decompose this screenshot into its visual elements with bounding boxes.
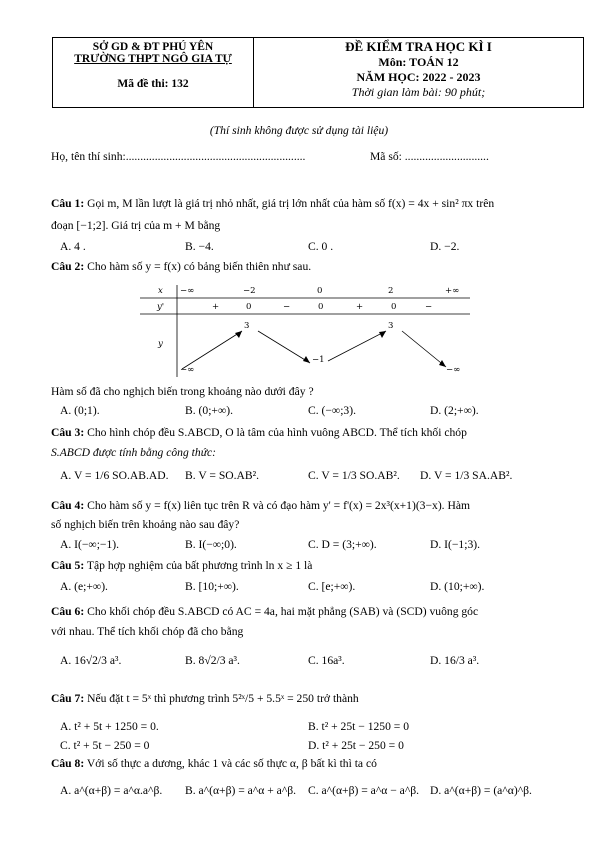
q1-label: Câu 1: [51,197,85,210]
q7-option-a: A. t² + 5t + 1250 = 0. [60,720,159,733]
q8-option-b: B. a^(α+β) = a^α + a^β. [185,784,297,797]
q5-label: Câu 5: [51,559,85,572]
q6-option-d: D. 16/3 a³. [430,654,480,667]
q1-line1 [51,197,494,210]
q1-text-1: Gọi m, M lần lượt là giá trị nhỏ nhất, giá trị lớn nhất của hàm số f(x) = 4x + sin² πx trên [87,197,495,210]
vt-y-0: −∞ [180,365,195,375]
q7-option-b: B. t² + 25t − 1250 = 0 [308,720,410,733]
q5-line [51,559,312,572]
q8-text: Với số thực a dương, khác 1 và các số thực α, β bất kì thì ta có [86,757,377,770]
q4-option-c: C. D = (3;+∞). [308,538,377,551]
q7-text: Nếu đặt t = 5ˣ thì phương trình 5²ˣ/5 + 5.5ˣ = 250 trở thành [87,692,359,705]
vt-x-4: +∞ [445,286,460,296]
variation-table [140,283,470,377]
q6-label: Câu 6: [51,605,85,618]
q1-option-c: C. 0 . [308,240,334,253]
q1-line2: đoạn [−1;2]. Giá trị của m + M bằng [51,219,221,232]
variation-table-lines [140,283,470,377]
q3-option-a: A. V = 1/6 SO.AB.AD. [60,469,169,482]
arrow-down-1 [258,331,310,363]
exam-duration: Thời gian làm bài: 90 phút; [351,85,486,99]
exam-info-block [254,38,583,107]
vt-sign-2: − [283,302,291,312]
q2-text: Cho hàm số y = f(x) có bảng biến thiên như sau. [87,260,312,273]
vt-y-1: 3 [244,321,250,331]
q8-option-a: A. a^(α+β) = a^α.a^β. [60,784,163,797]
q1-option-d: D. −2. [430,240,460,253]
q4-line2: số nghịch biến trên khoảng nào sau đây? [51,518,240,531]
notice: (Thí sinh không được sử dụng tài liệu) [209,124,389,137]
q4-option-b: B. I(−∞;0). [185,538,237,551]
q2-option-a: A. (0;1). [60,404,100,417]
vt-x-0: −∞ [180,286,195,296]
q4-label: Câu 4: [51,499,85,512]
q3-line1 [51,426,467,439]
exam-header [52,37,584,108]
q5-option-d: D. (10;+∞). [430,580,485,593]
q6-option-c: C. 16a³. [308,654,345,667]
vt-sign-5: 0 [391,302,397,312]
q6-option-a: A. 16√2/3 a³. [60,654,122,667]
q5-text: Tập hợp nghiệm của bất phương trình ln x ≥ 1 là [86,559,313,572]
vt-y-2: −1 [312,355,325,365]
q6-line2: với nhau. Thể tích khối chóp đã cho bằng [51,625,244,638]
exam-title: ĐỀ KIỂM TRA HỌC KÌ I [345,39,492,54]
q8-label: Câu 8: [51,757,85,770]
candidate-name: Họ, tên thí sinh:.............................................................. [51,150,306,163]
vt-x-1: −2 [243,286,256,296]
q1-option-a: A. 4 . [60,240,86,253]
q5-option-a: A. (e;+∞). [60,580,108,593]
q2-option-b: B. (0;+∞). [185,404,233,417]
q4-text-1: Cho hàm số y = f(x) liên tục trên R và có đạo hàm y' = f'(x) = 2x³(x+1)(3−x). Hàm [87,499,471,512]
vt-x-label: x [158,286,163,296]
q4-option-a: A. I(−∞;−1). [60,538,120,551]
vt-dy-label: y' [157,302,165,312]
q8-line [51,757,377,770]
arrow-down-2 [402,331,446,367]
q7-label: Câu 7: [51,692,85,705]
arrow-up-2 [328,331,386,361]
vt-sign-0: + [212,302,220,312]
vt-sign-1: 0 [246,302,252,312]
exam-code: Mã đề thi: 132 [117,78,189,90]
q6-line1 [51,605,478,618]
exam-year: NĂM HỌC: 2022 - 2023 [356,70,481,84]
vt-y-3: 3 [388,321,394,331]
dept-name: SỞ GD & ĐT PHÚ YÊN [92,41,214,53]
q2-option-d: D. (2;+∞). [430,404,479,417]
candidate-id: Mã số: ............................. [370,150,489,163]
q5-option-b: B. [10;+∞). [185,580,239,593]
vt-sign-3: 0 [318,302,324,312]
arrow-up-1 [182,331,242,369]
q6-text-1: Cho khối chóp đều S.ABCD có AC = 4a, hai mặt phẳng (SAB) và (SCD) vuông góc [87,605,479,618]
q4-line1 [51,499,470,512]
q7-option-c: C. t² + 5t − 250 = 0 [60,739,150,752]
q2-option-c: C. (−∞;3). [308,404,356,417]
q3-label: Câu 3: [51,426,85,439]
vt-x-3: 2 [388,286,394,296]
q3-option-c: C. V = 1/3 SO.AB². [308,469,400,482]
q8-option-c: C. a^(α+β) = a^α − a^β. [308,784,420,797]
candidate-name-line [51,150,305,163]
vt-sign-6: − [425,302,433,312]
vt-sign-4: + [356,302,364,312]
q2-label: Câu 2: [51,260,85,273]
q3-option-d: D. V = 1/3 SA.AB². [420,469,513,482]
q4-option-d: D. I(−1;3). [430,538,481,551]
q8-option-d: D. a^(α+β) = (a^α)^β. [430,784,532,797]
q3-text-1: Cho hình chóp đều S.ABCD, O là tâm của hình vuông ABCD. Thể tích khối chóp [87,426,467,439]
school-block [53,38,254,107]
q7-option-d: D. t² + 25t − 250 = 0 [308,739,404,752]
q5-option-c: C. [e;+∞). [308,580,356,593]
q3-option-b: B. V = SO.AB². [185,469,260,482]
q3-line2: S.ABCD được tính bằng công thức: [51,446,217,459]
q6-option-b: B. 8√2/3 a³. [185,654,240,667]
school-name: TRƯỜNG THPT NGÔ GIA TỰ [74,53,232,65]
vt-y-4: −∞ [446,365,461,375]
q2-line [51,260,311,273]
q1-option-b: B. −4. [185,240,214,253]
vt-y-label: y [158,339,163,349]
vt-x-2: 0 [317,286,323,296]
exam-subject: Môn: TOÁN 12 [378,55,459,69]
q2-after: Hàm số đã cho nghịch biến trong khoảng nào dưới đây ? [51,385,314,398]
q7-line [51,692,359,705]
